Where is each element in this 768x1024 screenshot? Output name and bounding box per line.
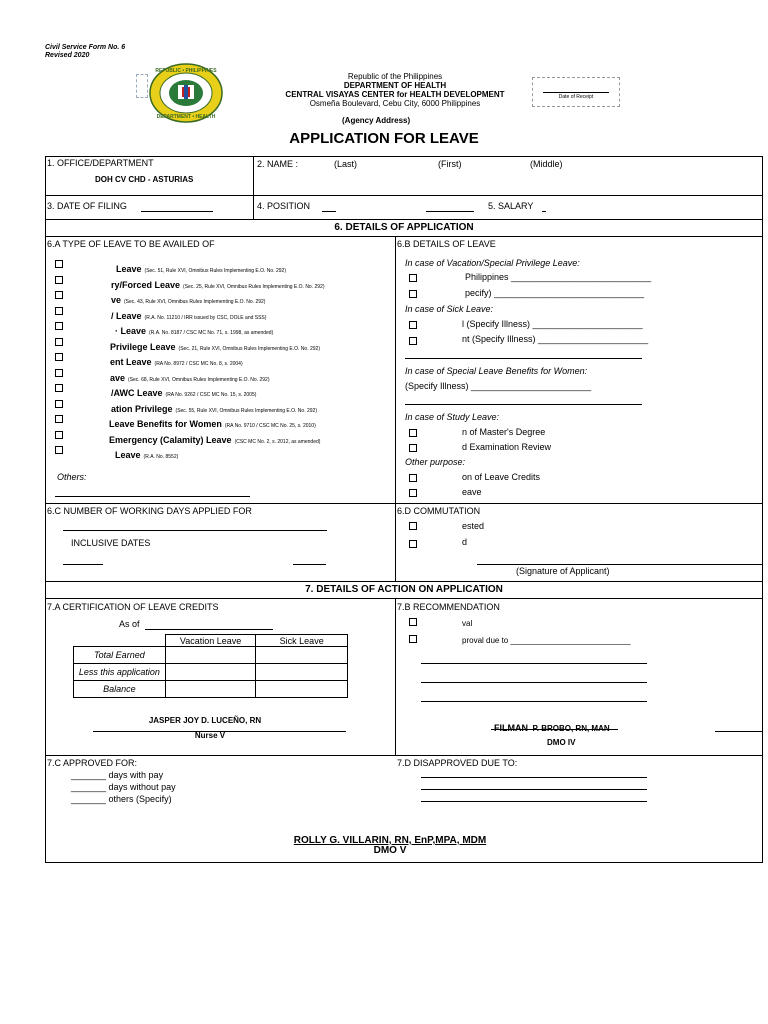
leave-type-name: Privilege Leave <box>110 341 176 352</box>
not-requested-option: ested <box>462 521 485 531</box>
leave-type-name: Leave <box>116 264 142 274</box>
approval-option: val <box>462 619 473 628</box>
row-total-earned: Total Earned <box>74 647 166 664</box>
leave-type-checkbox[interactable] <box>55 353 63 361</box>
date-of-filing-field[interactable] <box>141 211 213 212</box>
leave-type-reference: (Sec. 55, Rule XVI, Omnibus Rules Implementing E.O. No. 292) <box>175 407 317 414</box>
inclusive-to-field[interactable] <box>293 564 326 565</box>
not-requested-checkbox[interactable] <box>409 522 417 530</box>
applicant-signature-line[interactable] <box>477 564 762 565</box>
leave-type-reference: (Sec. 68, Rule XVI, Omnibus Rules Implementing E.O. No. 292) <box>128 376 270 383</box>
balance-sick-cell[interactable] <box>256 681 348 698</box>
office-label: 1. OFFICE/DEPARTMENT <box>47 158 154 168</box>
vac-abroad-checkbox[interactable] <box>409 290 417 298</box>
form-number: Civil Service Form No. 6 Revised 2020 <box>45 44 126 59</box>
disapproval-option: proval due to ___________________________ <box>462 636 631 645</box>
name-middle: (Middle) <box>530 159 563 169</box>
vac-within-checkbox[interactable] <box>409 274 417 282</box>
sick-hospital-option: l (Specify Illness) ______________________ <box>462 319 643 329</box>
doh-seal-logo <box>148 63 224 123</box>
leave-type-reference: (R.A. No. 11210 / IRR issued by CSC, DOLE and SSS) <box>144 314 267 321</box>
form-title: APPLICATION FOR LEAVE <box>289 130 479 147</box>
section6-title: 6. DETAILS OF APPLICATION <box>334 222 474 233</box>
sick-outpatient-checkbox[interactable] <box>409 337 417 345</box>
women-case-label: In case of Special Leave Benefits for Women: <box>405 366 588 376</box>
leave-type-reference: (Sec. 51, Rule XVI, Omnibus Rules Implementing E.O. No. 292) <box>144 268 286 274</box>
total-earned-sick-cell[interactable] <box>256 647 348 664</box>
total-earned-vacation-cell[interactable] <box>165 647 256 664</box>
leave-type-checkbox[interactable] <box>55 291 63 299</box>
salary-field[interactable] <box>542 211 546 212</box>
svg-text:DEPARTMENT • HEALTH: DEPARTMENT • HEALTH <box>156 114 216 120</box>
sick-hospital-checkbox[interactable] <box>409 321 417 329</box>
sick-case-label: In case of Sick Leave: <box>405 304 494 314</box>
leave-type-name: · Leave <box>115 326 147 336</box>
col-vacation-leave: Vacation Leave <box>165 635 256 647</box>
approver-title: DMO V <box>373 845 407 856</box>
as-of-field[interactable] <box>145 629 273 630</box>
recommender-title: DMO IV <box>547 738 576 747</box>
leave-type-checkbox[interactable] <box>55 384 63 392</box>
vac-abroad-option: pecify) ______________________________ <box>465 288 645 298</box>
date-of-filing-label: 3. DATE OF FILING <box>47 201 127 211</box>
leave-type-name: Emergency (Calamity) Leave <box>109 434 232 445</box>
less-vacation-cell[interactable] <box>165 664 256 681</box>
date-of-receipt-box: Date of Receipt <box>532 77 620 107</box>
agency-header: Republic of the Philippines DEPARTMENT OF HEALTH CENTRAL VISAYAS CENTER for HEALTH DEVELOPMENT Osmeña Boulevard, Cebu City, 6000 Philippines <box>285 72 505 108</box>
6a-label: 6.A TYPE OF LEAVE TO BE AVAILED OF <box>47 239 215 249</box>
7b-label: 7.B RECOMMENDATION <box>397 602 500 612</box>
leave-type-name: ve <box>111 295 122 305</box>
leave-type-name: Leave <box>115 450 141 460</box>
leave-type-name: / Leave <box>111 310 142 321</box>
monetization-option: on of Leave Credits <box>462 472 541 482</box>
others-specify[interactable]: _______ others (Specify) <box>71 794 172 804</box>
leave-type-checkbox[interactable] <box>55 276 63 284</box>
leave-type-checkbox[interactable] <box>55 446 63 454</box>
other-purpose-label: Other purpose: <box>405 457 466 467</box>
6b-label: 6.B DETAILS OF LEAVE <box>397 239 496 249</box>
agency-address-label: (Agency Address) <box>342 116 411 125</box>
approval-checkbox[interactable] <box>409 618 417 626</box>
study-bar-checkbox[interactable] <box>409 444 417 452</box>
disapproval-checkbox[interactable] <box>409 635 417 643</box>
certifier-title: Nurse V <box>194 731 226 740</box>
leave-type-reference: (R.A. No. 8187 / CSC MC No. 71, s. 1998, as amended) <box>149 330 274 336</box>
leave-type-name: Leave Benefits for Women <box>109 419 222 429</box>
leave-type-checkbox[interactable] <box>55 307 63 315</box>
6c-label: 6.C NUMBER OF WORKING DAYS APPLIED FOR <box>47 506 252 516</box>
disapproved-reason-field[interactable] <box>421 777 647 778</box>
leave-type-item <box>115 445 178 463</box>
svg-text:REPUBLIC • PHILIPPINES: REPUBLIC • PHILIPPINES <box>155 68 217 74</box>
leave-type-reference: (RA No. 9710 / CSC MC No. 25, s. 2010) <box>224 423 316 429</box>
certifier-name: JASPER JOY D. LUCEÑO, RN <box>148 716 262 725</box>
others-field[interactable] <box>55 496 250 497</box>
leave-type-name: /AWC Leave <box>111 388 163 398</box>
leave-type-name: ry/Forced Leave <box>111 279 181 290</box>
leave-type-name: ation Privilege <box>111 403 173 414</box>
less-sick-cell[interactable] <box>256 664 348 681</box>
inclusive-dates-label: INCLUSIVE DATES <box>71 538 151 548</box>
7c-label: 7.C APPROVED FOR: <box>47 758 138 768</box>
leave-type-name: ent Leave <box>110 357 152 367</box>
leave-type-reference: (RA No. 8972 / CSC MC No. 8, s. 2004) <box>154 361 243 367</box>
name-last: (Last) <box>334 159 358 169</box>
6d-label: 6.D COMMUTATION <box>397 506 481 516</box>
study-case-label: In case of Study Leave: <box>405 412 500 422</box>
leave-type-reference: (CSC MC No. 2, s. 2012, as amended) <box>234 438 321 445</box>
requested-option: d <box>462 537 468 547</box>
days-without-pay[interactable]: _______ days without pay <box>71 782 176 792</box>
terminal-leave-checkbox[interactable] <box>409 489 417 497</box>
monetization-checkbox[interactable] <box>409 474 417 482</box>
salary-label: 5. SALARY <box>488 201 534 211</box>
leave-type-reference: (Sec. 43, Rule XVI, Omnibus Rules Implementing E.O. No. 292) <box>124 299 266 305</box>
vac-within-option: Philippines ____________________________ <box>465 272 652 282</box>
requested-checkbox[interactable] <box>409 540 417 548</box>
recommender-name: FILMAN P. BROBO, RN, MAN <box>494 723 610 733</box>
study-masters-option: n of Master's Degree <box>462 427 546 437</box>
study-masters-checkbox[interactable] <box>409 429 417 437</box>
leave-type-checkbox[interactable] <box>55 322 63 330</box>
logo-frame <box>136 74 148 98</box>
leave-type-reference: (RA No. 9262 / CSC MC No. 15, s. 2005) <box>165 392 257 398</box>
leave-type-checkbox[interactable] <box>55 338 63 346</box>
position-label: 4. POSITION <box>257 201 311 211</box>
inclusive-from-field[interactable] <box>63 564 103 565</box>
name-first: (First) <box>438 159 462 169</box>
days-with-pay[interactable]: _______ days with pay <box>71 770 164 780</box>
col-sick-leave: Sick Leave <box>256 635 348 647</box>
leave-type-checkbox[interactable] <box>55 415 63 423</box>
leave-type-checkbox[interactable] <box>55 431 63 439</box>
leave-type-reference: (R.A. No. 8552) <box>143 454 179 460</box>
row-balance: Balance <box>74 681 166 698</box>
approver-name: ROLLY G. VILLARIN, RN, EnP,MPA, MDM <box>293 835 487 846</box>
working-days-field[interactable] <box>63 530 327 531</box>
7a-label: 7.A CERTIFICATION OF LEAVE CREDITS <box>47 602 219 612</box>
leave-type-reference: (Sec. 25, Rule XVI, Omnibus Rules Implementing E.O. No. 292) <box>183 283 325 290</box>
applicant-signature-label: (Signature of Applicant) <box>516 566 610 576</box>
others-label: Others: <box>57 472 87 482</box>
women-illness-option[interactable]: (Specify Illness) ________________________ <box>405 381 592 391</box>
terminal-leave-option: eave <box>462 487 482 497</box>
leave-credits-table <box>73 634 348 698</box>
position-field[interactable] <box>322 211 336 212</box>
leave-type-name: ave <box>110 372 126 383</box>
leave-type-checkbox[interactable] <box>55 400 63 408</box>
leave-type-reference: (Sec. 21, Rule XVI, Omnibus Rules Implementing E.O. No. 292) <box>178 345 320 352</box>
name-label: 2. NAME : <box>257 159 299 169</box>
7d-label: 7.D DISAPPROVED DUE TO: <box>397 758 518 768</box>
row-less-application: Less this application <box>74 664 166 681</box>
balance-vacation-cell[interactable] <box>165 681 256 698</box>
vacation-case-label: In case of Vacation/Special Privilege Leave: <box>405 258 580 268</box>
sick-outpatient-option: nt (Specify Illness) ______________________ <box>462 334 649 344</box>
section7-title: 7. DETAILS OF ACTION ON APPLICATION <box>305 584 503 595</box>
as-of-label: As of <box>119 619 140 629</box>
leave-type-checkbox[interactable] <box>55 260 63 268</box>
office-value[interactable]: DOH CV CHD - ASTURIAS <box>95 175 194 184</box>
study-bar-option: d Examination Review <box>462 442 552 452</box>
leave-type-checkbox[interactable] <box>55 369 63 377</box>
